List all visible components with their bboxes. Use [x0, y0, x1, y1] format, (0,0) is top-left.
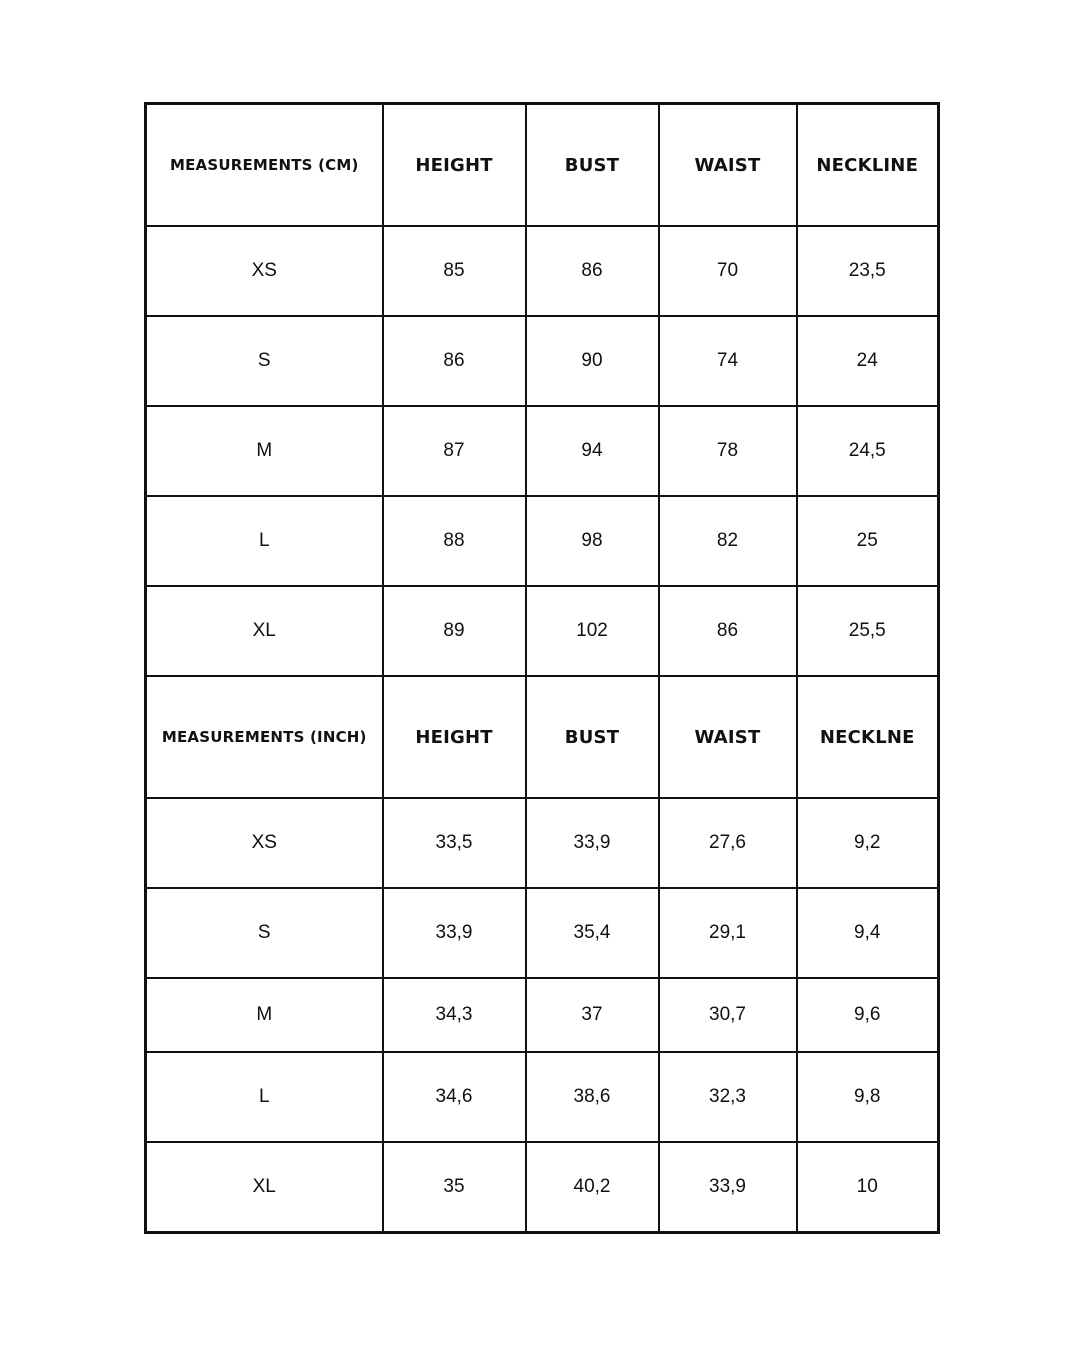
size-cell: XL	[146, 586, 383, 676]
bust-cell: 35,4	[526, 888, 659, 978]
neckline-cell: 24	[797, 316, 939, 406]
table-row	[146, 586, 939, 676]
neckline-cell: 9,6	[797, 978, 939, 1052]
size-cell: M	[146, 978, 383, 1052]
bust-cell: 37	[526, 978, 659, 1052]
neckline-cell: 9,2	[797, 798, 939, 888]
table-row	[146, 1052, 939, 1142]
bust-cell: 40,2	[526, 1142, 659, 1233]
header-cell-bust: BUST	[526, 104, 659, 227]
header-cell-height: HEIGHT	[383, 676, 526, 798]
height-cell: 85	[383, 226, 526, 316]
table-row	[146, 888, 939, 978]
table-row	[146, 496, 939, 586]
table-row	[146, 226, 939, 316]
waist-cell: 82	[659, 496, 797, 586]
waist-cell: 30,7	[659, 978, 797, 1052]
neckline-cell: 25	[797, 496, 939, 586]
table-row	[146, 406, 939, 496]
table-row	[146, 316, 939, 406]
waist-cell: 29,1	[659, 888, 797, 978]
header-cell-measurements-cm: MEASUREMENTS (CM)	[146, 104, 383, 227]
header-cell-waist: WAIST	[659, 676, 797, 798]
cm-header-row	[146, 104, 939, 227]
waist-cell: 70	[659, 226, 797, 316]
height-cell: 89	[383, 586, 526, 676]
inch-header-row	[146, 676, 939, 798]
bust-cell: 90	[526, 316, 659, 406]
header-cell-height: HEIGHT	[383, 104, 526, 227]
neckline-cell: 25,5	[797, 586, 939, 676]
header-cell-neckline: NECKLINE	[797, 104, 939, 227]
size-cell: S	[146, 316, 383, 406]
bust-cell: 102	[526, 586, 659, 676]
height-cell: 88	[383, 496, 526, 586]
waist-cell: 78	[659, 406, 797, 496]
height-cell: 35	[383, 1142, 526, 1233]
table-row	[146, 1142, 939, 1233]
height-cell: 33,5	[383, 798, 526, 888]
size-cell: L	[146, 1052, 383, 1142]
neckline-cell: 9,8	[797, 1052, 939, 1142]
header-cell-waist: WAIST	[659, 104, 797, 227]
bust-cell: 33,9	[526, 798, 659, 888]
height-cell: 33,9	[383, 888, 526, 978]
header-cell-measurements-inch: MEASUREMENTS (INCH)	[146, 676, 383, 798]
size-chart-table	[144, 102, 940, 1234]
bust-cell: 86	[526, 226, 659, 316]
size-cell: L	[146, 496, 383, 586]
header-cell-bust: BUST	[526, 676, 659, 798]
neckline-cell: 9,4	[797, 888, 939, 978]
neckline-cell: 23,5	[797, 226, 939, 316]
bust-cell: 98	[526, 496, 659, 586]
waist-cell: 33,9	[659, 1142, 797, 1233]
size-cell: S	[146, 888, 383, 978]
bust-cell: 38,6	[526, 1052, 659, 1142]
neckline-cell: 10	[797, 1142, 939, 1233]
height-cell: 87	[383, 406, 526, 496]
size-cell: XS	[146, 798, 383, 888]
bust-cell: 94	[526, 406, 659, 496]
table-row	[146, 798, 939, 888]
neckline-cell: 24,5	[797, 406, 939, 496]
waist-cell: 27,6	[659, 798, 797, 888]
height-cell: 34,6	[383, 1052, 526, 1142]
height-cell: 86	[383, 316, 526, 406]
size-cell: XL	[146, 1142, 383, 1233]
table-row	[146, 978, 939, 1052]
waist-cell: 32,3	[659, 1052, 797, 1142]
header-cell-neckline: NECKLNE	[797, 676, 939, 798]
waist-cell: 74	[659, 316, 797, 406]
size-cell: XS	[146, 226, 383, 316]
size-cell: M	[146, 406, 383, 496]
height-cell: 34,3	[383, 978, 526, 1052]
waist-cell: 86	[659, 586, 797, 676]
